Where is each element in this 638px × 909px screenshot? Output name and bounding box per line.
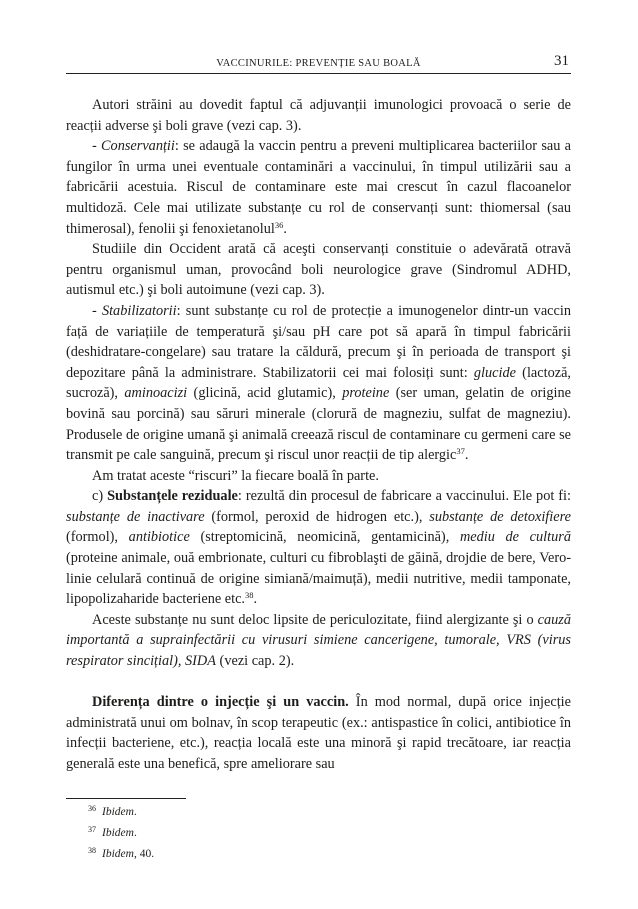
stabilizers-text-2: (lactoză, sucroză), [66, 364, 571, 402]
paragraph-stabilizers [66, 301, 571, 466]
list-dash: - [92, 302, 102, 319]
term-antibiotics: antibiotice [128, 529, 190, 546]
conservants-text: : se adaugă la vaccin pentru a preveni multiplicarea bacteriilor sau a fungilor în urma unei eventuale contaminări a vaccinului, în timpul utilizării sau a fabricării acestuia. Riscul de contaminare este mai crescut în cazul flacoanelor multidoză. Cele mai utilizate substanțe cu rol de conservanți sunt: thiomersal (sau thimerosal), fenolii şi fenoxietanolul [66, 138, 571, 237]
term-inactivation: substanțe de inactivare [66, 508, 205, 525]
body-text [66, 95, 571, 775]
paragraph-risks: Am tratat aceste “riscuri” la fiecare boală în parte. [92, 467, 379, 484]
paragraph-injection-vs-vaccine [66, 692, 571, 774]
footnote-source: Ibidem [102, 848, 134, 860]
footnote-suffix: . [133, 827, 137, 839]
term-stabilizers: Stabilizatorii [101, 302, 177, 319]
paragraph-conservants [66, 136, 571, 239]
period: . [464, 447, 469, 464]
running-header [66, 47, 571, 74]
emphasis-superinfection: cauză importantă a suprainfectării cu virusuri simiene cancerigene, tumorale, VRS (virus respirator sincițial), SIDA [66, 611, 571, 670]
footnotes [88, 802, 154, 865]
footnote-ref-36[interactable]: 36 [274, 219, 284, 230]
footnote-37 [88, 823, 154, 844]
term-aminoacizi: aminoacizi [124, 385, 188, 402]
residual-text-5: (proteine animale, ouă embrionate, culturi cu fibroblaşti de găină, drojdie de bere, Vero-linie celulară continuă de origine simiană/maimuță), medii nutritive, medii tamponate, lipopolizaharide bacteriene etc. [66, 550, 571, 608]
footnote-divider [66, 798, 186, 799]
footnote-suffix: . [133, 806, 137, 818]
residual-text-3: (formol), [66, 529, 129, 546]
footnote-number: 37 [88, 825, 96, 834]
residual-text-4: (streptomicină, neomicină, gentamicină), [189, 529, 460, 546]
footnote-number: 36 [88, 804, 96, 813]
stabilizers-text-3: (glicină, acid glutamic), [187, 385, 343, 402]
footnote-36 [88, 802, 154, 823]
danger-text-1: Aceste substanțe nu sunt deloc lipsite de periculozitate, fiind alergizante şi o [92, 611, 538, 628]
running-title: VACCINURILE: PREVENȚIE SAU BOALĂ [216, 58, 421, 69]
injection-text: În mod normal, după orice injecție administrată unui om bolnav, în scop terapeutic (ex.: antispastice în colici, antibiotice în infecții bacteriene, etc.), reacția locală este una minoră şi rapid trecătoare, iar reacția generală este una benefică, spre ameliorare sau [66, 694, 571, 772]
paragraph-adjuvants: Autori străini au dovedit faptul că adjuvanții imunologici provoacă o serie de reacții adverse şi boli grave (vezi cap. 3). [66, 97, 571, 134]
paragraph-occident-studies: Studiile din Occident arată că aceşti conservanți constituie o adevărată otravă pentru organismul uman, provocând boli neurologice grave (Sindromul ADHD, autismul etc.) şi boli autoimune (vezi cap. 3). [66, 241, 571, 299]
term-glucide: glucide [473, 364, 516, 381]
list-marker: c) [92, 488, 108, 505]
term-detoxification: substanțe de detoxifiere [429, 508, 571, 525]
term-conservants: Conservanții [101, 138, 175, 155]
footnote-source: Ibidem [102, 827, 134, 839]
footnote-ref-37[interactable]: 37 [456, 446, 465, 457]
footnote-source: Ibidem [102, 806, 134, 818]
list-dash: - [92, 138, 102, 155]
paragraph-danger [66, 610, 571, 672]
page-number: 31 [554, 53, 569, 69]
term-proteine: proteine [342, 385, 390, 402]
danger-text-2: (vezi cap. 2). [215, 653, 295, 670]
residual-text-1: : rezultă din procesul de fabricare a vaccinului. Ele pot fi: [237, 488, 571, 505]
residual-text-2: (formol, peroxid de hidrogen etc.), [204, 508, 430, 525]
period: . [283, 220, 287, 237]
heading-injection-vs-vaccine: Diferența dintre o injecție şi un vaccin. [92, 694, 349, 711]
footnote-ref-38[interactable]: 38 [245, 590, 254, 601]
footnote-number: 38 [88, 846, 96, 855]
paragraph-residual-substances [66, 486, 571, 610]
stabilizers-text-1: : sunt substanțe cu rol de protecție a imunogenelor dintr-un vaccin față de variațiile de temperatură şi/sau pH care pot să apară în timpul fabricării (deshidratare-congelare) sau tratare la căldură, precum şi în perioada de transport şi depozitare până la administrare. Stabilizatorii cei mai folosiți sunt: [66, 302, 571, 381]
period: . [253, 591, 258, 608]
footnote-suffix: , 40. [133, 848, 155, 860]
stabilizers-text-4: (ser uman, gelatin de origine bovină sau porcină) sau săruri minerale (clorură de magneziu, sulfat de magneziu). Produsele de origine umană şi animală creează riscul de contaminare cu germeni care se transmit pe cale sanguină, precum şi riscul unor reacții de tip alergic [66, 385, 571, 464]
term-residual-substances: Substanțele reziduale [107, 488, 238, 505]
footnote-38 [88, 844, 154, 865]
term-culture-medium: mediu de cultură [459, 529, 571, 546]
